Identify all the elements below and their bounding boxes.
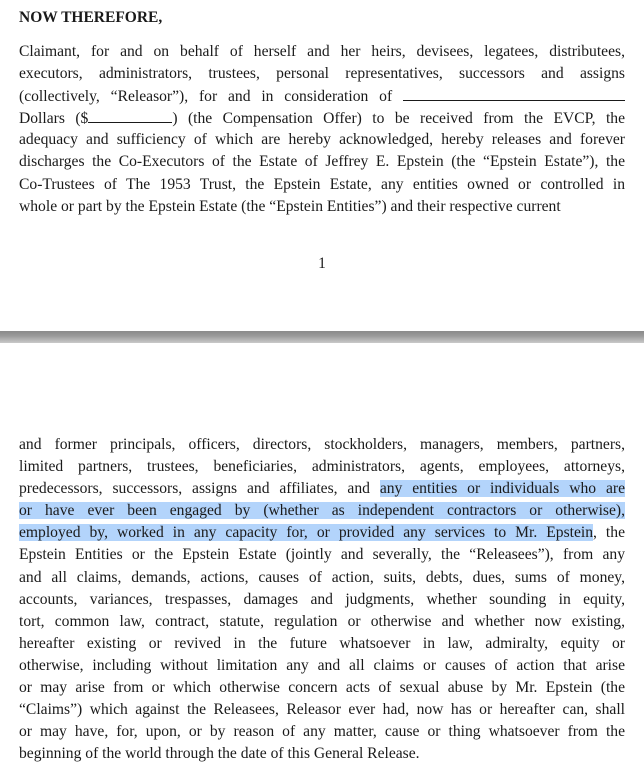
text-line[interactable]: “Claims”) which against the Releasees, Releasor ever had, now has or hereafter can, shall [19, 701, 625, 719]
text-line[interactable]: limited partners, trustees, beneficiaries, administrators, agents, employees, attorneys, [19, 458, 625, 476]
text-line[interactable]: hereafter existing or revived in the future whatsoever in law, admiralty, equity or [19, 634, 625, 652]
release-paragraph-continued[interactable] [19, 434, 625, 765]
text-line[interactable]: tort, common law, contract, statute, regulation or otherwise and whether now existing, [19, 612, 625, 630]
text-line[interactable]: Co-Trustees of The 1953 Trust, the Epstein Estate, any entities owned or controlled in [19, 175, 625, 193]
page-number: 1 [318, 255, 326, 272]
selected-text[interactable]: any entities or individuals who are [379, 480, 625, 498]
selected-text[interactable]: employed by, worked in any capacity for, or provided any services to Mr. Epstein [19, 524, 594, 542]
text-line[interactable]: Claimant, for and on behalf of herself and her heirs, devisees, legatees, distributees, [19, 43, 625, 60]
text-line[interactable]: employed by, worked in any capacity for, or provided any services to Mr. Epstein, the [19, 524, 625, 542]
text-line[interactable]: or may have, for, upon, or by reason of any matter, cause or thing whatsoever from the [19, 723, 625, 741]
page-separator [0, 331, 644, 343]
text-line[interactable]: and all claims, demands, actions, causes of action, suits, debts, dues, sums of money, [19, 568, 625, 586]
text-line[interactable]: otherwise, including without limitation any and all claims or causes of action that arise [19, 656, 625, 674]
text-line[interactable]: predecessors, successors, assigns and affiliates, and any entities or individuals who are [19, 480, 625, 498]
release-paragraph-start[interactable] [19, 41, 625, 218]
section-heading: NOW THEREFORE, [19, 9, 163, 26]
text-line[interactable]: and former principals, officers, directors, stockholders, managers, members, partners, [19, 436, 625, 453]
text-line[interactable]: (collectively, “Releasor”), for and in consideration of [19, 85, 625, 107]
consideration-amount-blank [403, 85, 625, 101]
text-line[interactable]: or may arise from or which otherwise concern acts of sexual abuse by Mr. Epstein (the [19, 679, 625, 697]
text-line[interactable]: adequacy and sufficiency of which are hereby acknowledged, hereby releases and forever [19, 131, 625, 149]
text-line[interactable]: accounts, variances, trespasses, damages and judgments, whether sounding in equity, [19, 590, 625, 608]
text-line[interactable]: Dollars ($ ) (the Compensation Offer) to be received from the EVCP, the [19, 107, 625, 129]
text-line[interactable]: executors, administrators, trustees, personal representatives, successors and assigns [19, 65, 625, 83]
document-page-1 [0, 0, 644, 331]
text-line[interactable]: Epstein Entities or the Epstein Estate (jointly and severally, the “Releasees”), from any [19, 546, 625, 564]
dollar-amount-blank [88, 107, 172, 123]
text-line[interactable]: discharges the Co-Executors of the Estate of Jeffrey E. Epstein (the “Epstein Estate”), the [19, 153, 625, 171]
text-line[interactable]: whole or part by the Epstein Estate (the “Epstein Entities”) and their respective current [19, 197, 561, 215]
selected-text[interactable]: or have ever been engaged by (whether as independent contractors or otherwise), [19, 502, 625, 520]
text-line[interactable] [19, 500, 625, 522]
text-line[interactable]: beginning of the world through the date of this General Release. [19, 745, 420, 763]
